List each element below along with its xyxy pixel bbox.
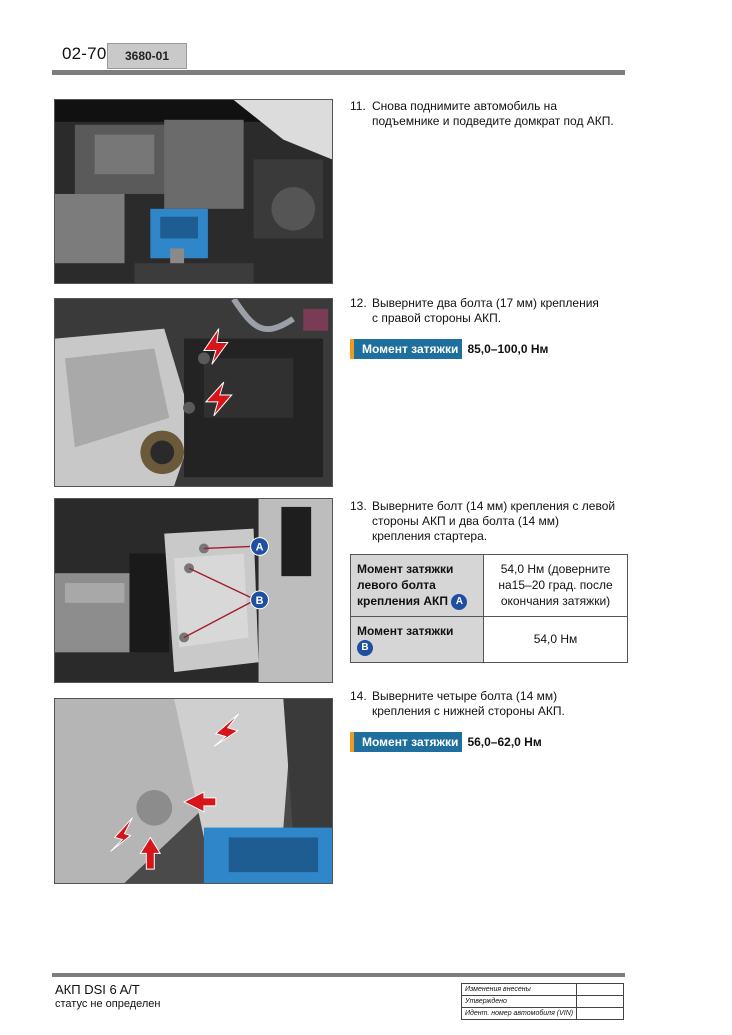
photo-underside-bolts xyxy=(54,698,333,884)
signoff-label: Утверждено xyxy=(462,996,577,1008)
signoff-blank xyxy=(577,996,624,1008)
signoff-label: Идент. номер автомобиля (VIN) xyxy=(462,1008,577,1020)
photo-right-side-bolts xyxy=(54,298,333,487)
step-text-line: Выверните два болта (17 мм) крепления xyxy=(372,296,599,310)
footer-rule xyxy=(52,973,625,977)
torque-tag: Момент затяжки xyxy=(350,732,462,752)
step-text-line: крепления с нижней стороны АКП. xyxy=(372,704,565,718)
torque-table-key xyxy=(351,616,484,662)
signoff-blank xyxy=(577,984,624,996)
torque-table-value-line: окончания затяжки) xyxy=(500,594,611,608)
torque-table-key-line: Момент затяжки xyxy=(357,562,454,576)
step-number: 11. xyxy=(350,99,366,113)
torque-table-key-line xyxy=(357,639,477,656)
step-text-line: Выверните болт (14 мм) крепления с левой xyxy=(372,499,616,513)
torque-table-value: 54,0 Нм xyxy=(484,616,628,662)
torque-table-value xyxy=(484,555,628,617)
torque-table-value-line: на15–20 град. после xyxy=(498,578,613,592)
step-13 xyxy=(350,499,615,544)
signoff-blank xyxy=(577,1008,624,1020)
marker-b-icon: B xyxy=(357,640,373,656)
torque-table-key-text: крепления АКП xyxy=(357,594,448,608)
signoff-row xyxy=(462,984,624,996)
header-rule xyxy=(52,70,625,75)
step-text-line: подъемнике и подведите домкрат под АКП. xyxy=(372,114,614,128)
torque-table-key xyxy=(351,555,484,617)
step-14 xyxy=(350,689,565,719)
signoff-label: Изменения внесены xyxy=(462,984,577,996)
step-text-line: крепления стартера. xyxy=(372,529,488,543)
footer-title: АКП DSI 6 A/T xyxy=(55,982,140,997)
torque-tag: Момент затяжки xyxy=(350,339,462,359)
torque-table xyxy=(350,554,628,663)
torque-spec-step-14 xyxy=(350,732,542,752)
step-text-line: с правой стороны АКП. xyxy=(372,311,502,325)
torque-table-key-line xyxy=(357,593,477,610)
callout-a-label: A xyxy=(255,541,264,554)
footer-status: статус не определен xyxy=(55,998,161,1010)
marker-a-icon: A xyxy=(451,594,467,610)
step-11 xyxy=(350,99,614,129)
torque-spec-step-12 xyxy=(350,339,548,359)
torque-table-key-line: левого болта xyxy=(357,578,436,592)
torque-value: 56,0–62,0 Нм xyxy=(467,735,542,749)
torque-table-row xyxy=(351,555,628,617)
torque-value: 85,0–100,0 Нм xyxy=(467,342,549,356)
section-code-badge: 3680-01 xyxy=(107,43,187,69)
step-number: 13. xyxy=(350,499,367,513)
step-12 xyxy=(350,296,599,326)
torque-table-value-line: 54,0 Нм (доверните xyxy=(500,562,611,576)
page-number: 02-70 xyxy=(62,44,107,63)
step-number: 12. xyxy=(350,296,367,310)
torque-table-key-line: Момент затяжки xyxy=(357,623,454,638)
step-text-line: Выверните четыре болта (14 мм) xyxy=(372,689,558,703)
step-number: 14. xyxy=(350,689,367,703)
signoff-row xyxy=(462,1008,624,1020)
step-text-line: стороны АКП и два болта (14 мм) xyxy=(372,514,560,528)
torque-table-row xyxy=(351,616,628,662)
step-text-line: Снова поднимите автомобиль на xyxy=(372,99,557,113)
callout-b-label: B xyxy=(255,594,264,607)
photo-jack-under-transmission xyxy=(54,99,333,284)
signoff-row xyxy=(462,996,624,1008)
signoff-table xyxy=(461,983,624,1020)
photo-left-side-and-starter-bolts xyxy=(54,498,333,683)
